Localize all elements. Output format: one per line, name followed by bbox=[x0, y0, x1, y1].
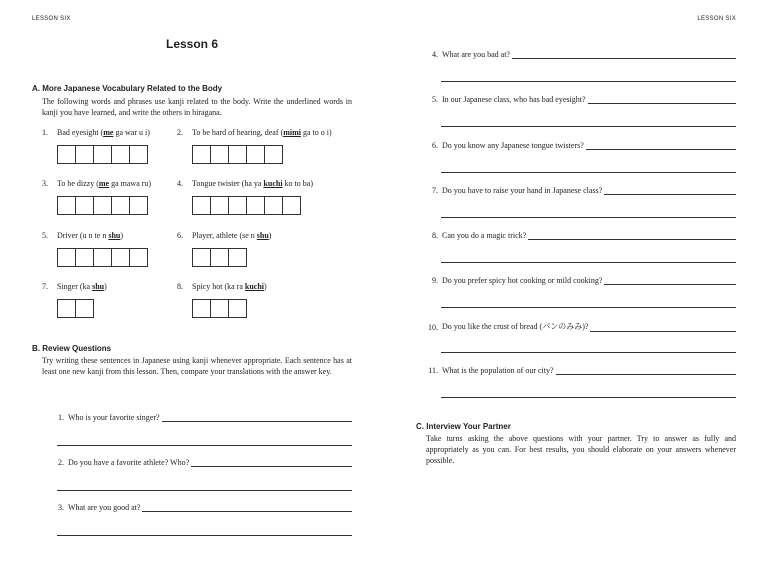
answer-line[interactable] bbox=[441, 126, 736, 127]
answer-line[interactable] bbox=[590, 330, 736, 332]
vocab-item: 8. Spicy hot (ka ra kuchi) bbox=[177, 282, 267, 291]
answer-line[interactable] bbox=[441, 217, 736, 218]
section-a-heading: A. More Japanese Vocabulary Related to the Body bbox=[32, 84, 223, 93]
question: 7. Do you have to raise your hand in Japanese class? bbox=[416, 186, 736, 195]
kanji-boxes[interactable] bbox=[57, 299, 93, 318]
answer-line[interactable] bbox=[556, 373, 736, 375]
answer-line[interactable] bbox=[528, 238, 736, 240]
vocab-item: 1. Bad eyesight (me ga war u i) bbox=[42, 128, 150, 137]
answer-line[interactable] bbox=[57, 445, 352, 446]
answer-line[interactable] bbox=[512, 57, 736, 59]
lesson-title: Lesson 6 bbox=[166, 37, 219, 51]
question: 2. Do you have a favorite athlete? Who? bbox=[42, 458, 352, 467]
vocab-item: 4. Tongue twister (ha ya kuchi ko to ba) bbox=[177, 179, 313, 188]
running-header-right: LESSON SIX bbox=[697, 16, 736, 22]
question: 3. What are you good at? bbox=[42, 503, 352, 512]
answer-line[interactable] bbox=[191, 465, 352, 467]
answer-line[interactable] bbox=[441, 352, 736, 353]
running-header-left: LESSON SIX bbox=[32, 16, 71, 22]
answer-line[interactable] bbox=[441, 307, 736, 308]
vocab-item: 6. Player, athlete (se n shu) bbox=[177, 231, 272, 240]
answer-line[interactable] bbox=[441, 262, 736, 263]
section-c-heading: C. Interview Your Partner bbox=[416, 422, 511, 431]
question: 10. Do you like the crust of bread (パンのみみ)? bbox=[416, 321, 736, 332]
question: 11. What is the population of our city? bbox=[416, 366, 736, 375]
answer-line[interactable] bbox=[588, 102, 736, 104]
left-column bbox=[32, 0, 354, 576]
answer-line[interactable] bbox=[142, 510, 352, 512]
kanji-boxes[interactable] bbox=[192, 248, 246, 267]
answer-line[interactable] bbox=[57, 490, 352, 491]
section-a-instructions: The following words and phrases use kanji related to the body. Write the underlined words in kanji you have learned, and write the others in hiragana. bbox=[42, 97, 352, 117]
question: 1. Who is your favorite singer? bbox=[42, 413, 352, 422]
section-b-heading: B. Review Questions bbox=[32, 344, 112, 353]
kanji-boxes[interactable] bbox=[57, 248, 147, 267]
answer-line[interactable] bbox=[441, 81, 736, 82]
kanji-boxes[interactable] bbox=[192, 299, 246, 318]
answer-line[interactable] bbox=[604, 193, 736, 195]
answer-line[interactable] bbox=[441, 172, 736, 173]
question: 4. What are you bad at? bbox=[416, 50, 736, 59]
question: 6. Do you know any Japanese tongue twisters? bbox=[416, 141, 736, 150]
question: 5. In our Japanese class, who has bad eyesight? bbox=[416, 95, 736, 104]
vocab-item: 5. Driver (u n te n shu) bbox=[42, 231, 124, 240]
question: 9. Do you prefer spicy hot cooking or mild cooking? bbox=[416, 276, 736, 285]
kanji-boxes[interactable] bbox=[57, 145, 147, 164]
answer-line[interactable] bbox=[441, 397, 736, 398]
vocab-item: 3. To be dizzy (me ga mawa ru) bbox=[42, 179, 152, 188]
kanji-boxes[interactable] bbox=[57, 196, 147, 215]
answer-line[interactable] bbox=[57, 535, 352, 536]
vocab-item: 2. To be hard of hearing, deaf (mimi ga to o i) bbox=[177, 128, 332, 137]
right-column bbox=[416, 0, 738, 576]
answer-line[interactable] bbox=[586, 148, 736, 150]
kanji-boxes[interactable] bbox=[192, 196, 300, 215]
answer-line[interactable] bbox=[604, 283, 736, 285]
kanji-boxes[interactable] bbox=[192, 145, 282, 164]
vocab-item: 7. Singer (ka shu) bbox=[42, 282, 107, 291]
section-c-instructions: Take turns asking the above questions with your partner. Try to answer as fully and appropriately as you can. For best results, you should elaborate on your answers whenever possible. bbox=[426, 434, 736, 465]
answer-line[interactable] bbox=[162, 420, 352, 422]
section-b-instructions: Try writing these sentences in Japanese using kanji whenever appropriate. Each sentence has at least one new kanji from this lesson. Then, compare your translations with the answer key. bbox=[42, 356, 352, 376]
question: 8. Can you do a magic trick? bbox=[416, 231, 736, 240]
